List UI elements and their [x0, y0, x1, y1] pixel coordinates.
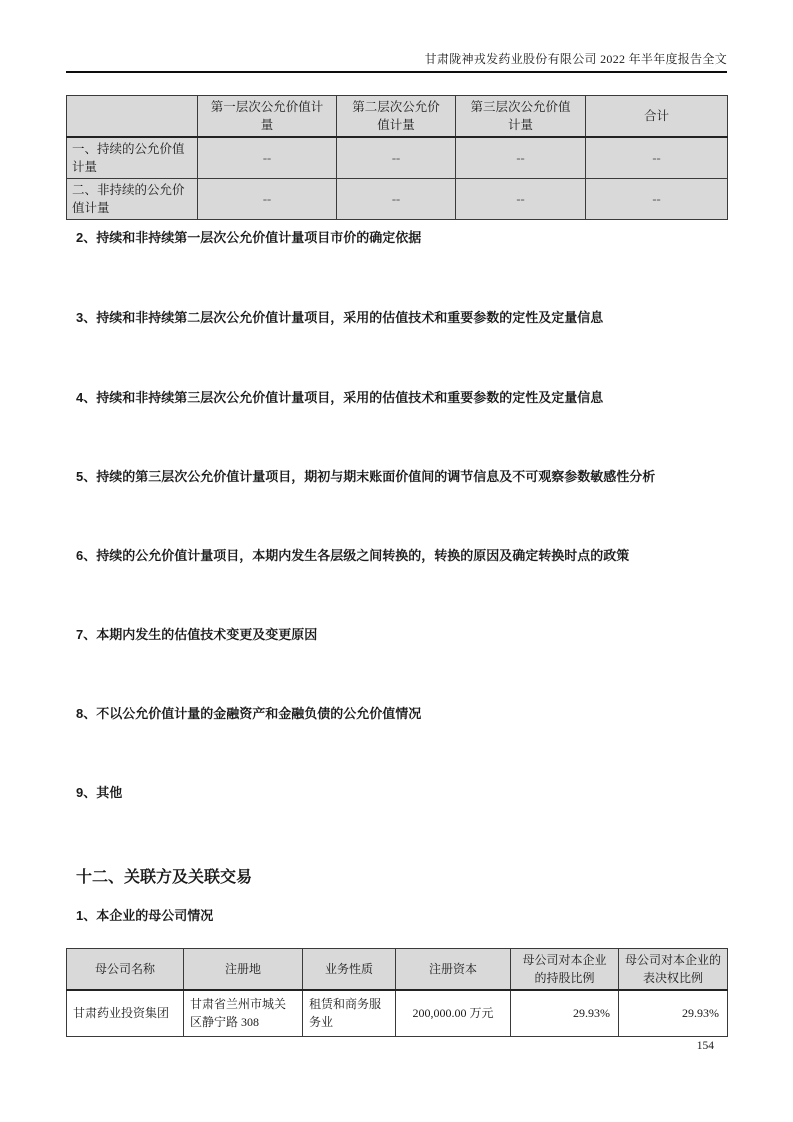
cell-continuous-level2: --	[337, 137, 456, 179]
report-header: 甘肃陇神戎发药业股份有限公司 2022 年半年度报告全文	[424, 52, 727, 66]
cell-registered-address: 甘肃省兰州市城关区静宁路 308	[184, 990, 303, 1036]
cell-voting-rights-ratio: 29.93%	[619, 990, 728, 1036]
cell-shareholding-ratio: 29.93%	[511, 990, 619, 1036]
header-rule	[66, 71, 727, 73]
parent-company-header-row	[67, 949, 728, 991]
cell-continuous-level3: --	[456, 137, 586, 179]
item-heading-5: 5、持续的第三层次公允价值计量项目，期初与期末账面价值间的调节信息及不可观察参数敏感性分析	[76, 469, 656, 484]
section-title-related-party: 十二、关联方及关联交易	[76, 869, 253, 886]
col-header-name: 母公司名称	[67, 949, 184, 991]
row-label-non-continuous: 二、非持续的公允价值计量	[67, 179, 198, 220]
row-label-continuous: 一、持续的公允价值计量	[67, 137, 198, 179]
cell-non-continuous-level1: --	[198, 179, 337, 220]
col-header-voting-rights-ratio: 母公司对本企业的表决权比例	[619, 949, 728, 991]
cell-non-continuous-level2: --	[337, 179, 456, 220]
col-header-level3: 第三层次公允价值计量	[456, 96, 586, 138]
fair-value-header-row	[67, 96, 728, 138]
col-header-total: 合计	[586, 96, 728, 138]
col-header-registered-address: 注册地	[184, 949, 303, 991]
cell-non-continuous-level3: --	[456, 179, 586, 220]
item-heading-7: 7、本期内发生的估值技术变更及变更原因	[76, 627, 318, 642]
cell-registered-capital: 200,000.00 万元	[396, 990, 511, 1036]
col-header-registered-capital: 注册资本	[396, 949, 511, 991]
cell-business-nature: 租赁和商务服务业	[303, 990, 396, 1036]
parent-company-data-row	[67, 990, 728, 1036]
subsection-title-parent-company: 1、本企业的母公司情况	[76, 908, 214, 923]
item-heading-8: 8、不以公允价值计量的金融资产和金融负债的公允价值情况	[76, 706, 422, 721]
cell-continuous-level1: --	[198, 137, 337, 179]
col-header-level2: 第二层次公允价值计量	[337, 96, 456, 138]
item-heading-6: 6、持续的公允价值计量项目，本期内发生各层级之间转换的，转换的原因及确定转换时点的政策	[76, 548, 630, 563]
parent-company-table	[66, 948, 728, 1037]
item-heading-3: 3、持续和非持续第二层次公允价值计量项目，采用的估值技术和重要参数的定性及定量信息	[76, 310, 604, 325]
cell-continuous-total: --	[586, 137, 728, 179]
item-heading-9: 9、其他	[76, 785, 123, 800]
corner-cell	[67, 96, 198, 138]
col-header-business-nature: 业务性质	[303, 949, 396, 991]
col-header-shareholding-ratio: 母公司对本企业的持股比例	[511, 949, 619, 991]
table-row-non-continuous	[67, 179, 728, 220]
cell-non-continuous-total: --	[586, 179, 728, 220]
table-row-continuous	[67, 137, 728, 179]
page-number: 154	[696, 1040, 714, 1052]
col-header-level1: 第一层次公允价值计量	[198, 96, 337, 138]
item-heading-2: 2、持续和非持续第一层次公允价值计量项目市价的确定依据	[76, 230, 422, 245]
fair-value-table	[66, 95, 728, 220]
cell-parent-name: 甘肃药业投资集团	[67, 990, 184, 1036]
item-heading-4: 4、持续和非持续第三层次公允价值计量项目，采用的估值技术和重要参数的定性及定量信息	[76, 390, 604, 405]
